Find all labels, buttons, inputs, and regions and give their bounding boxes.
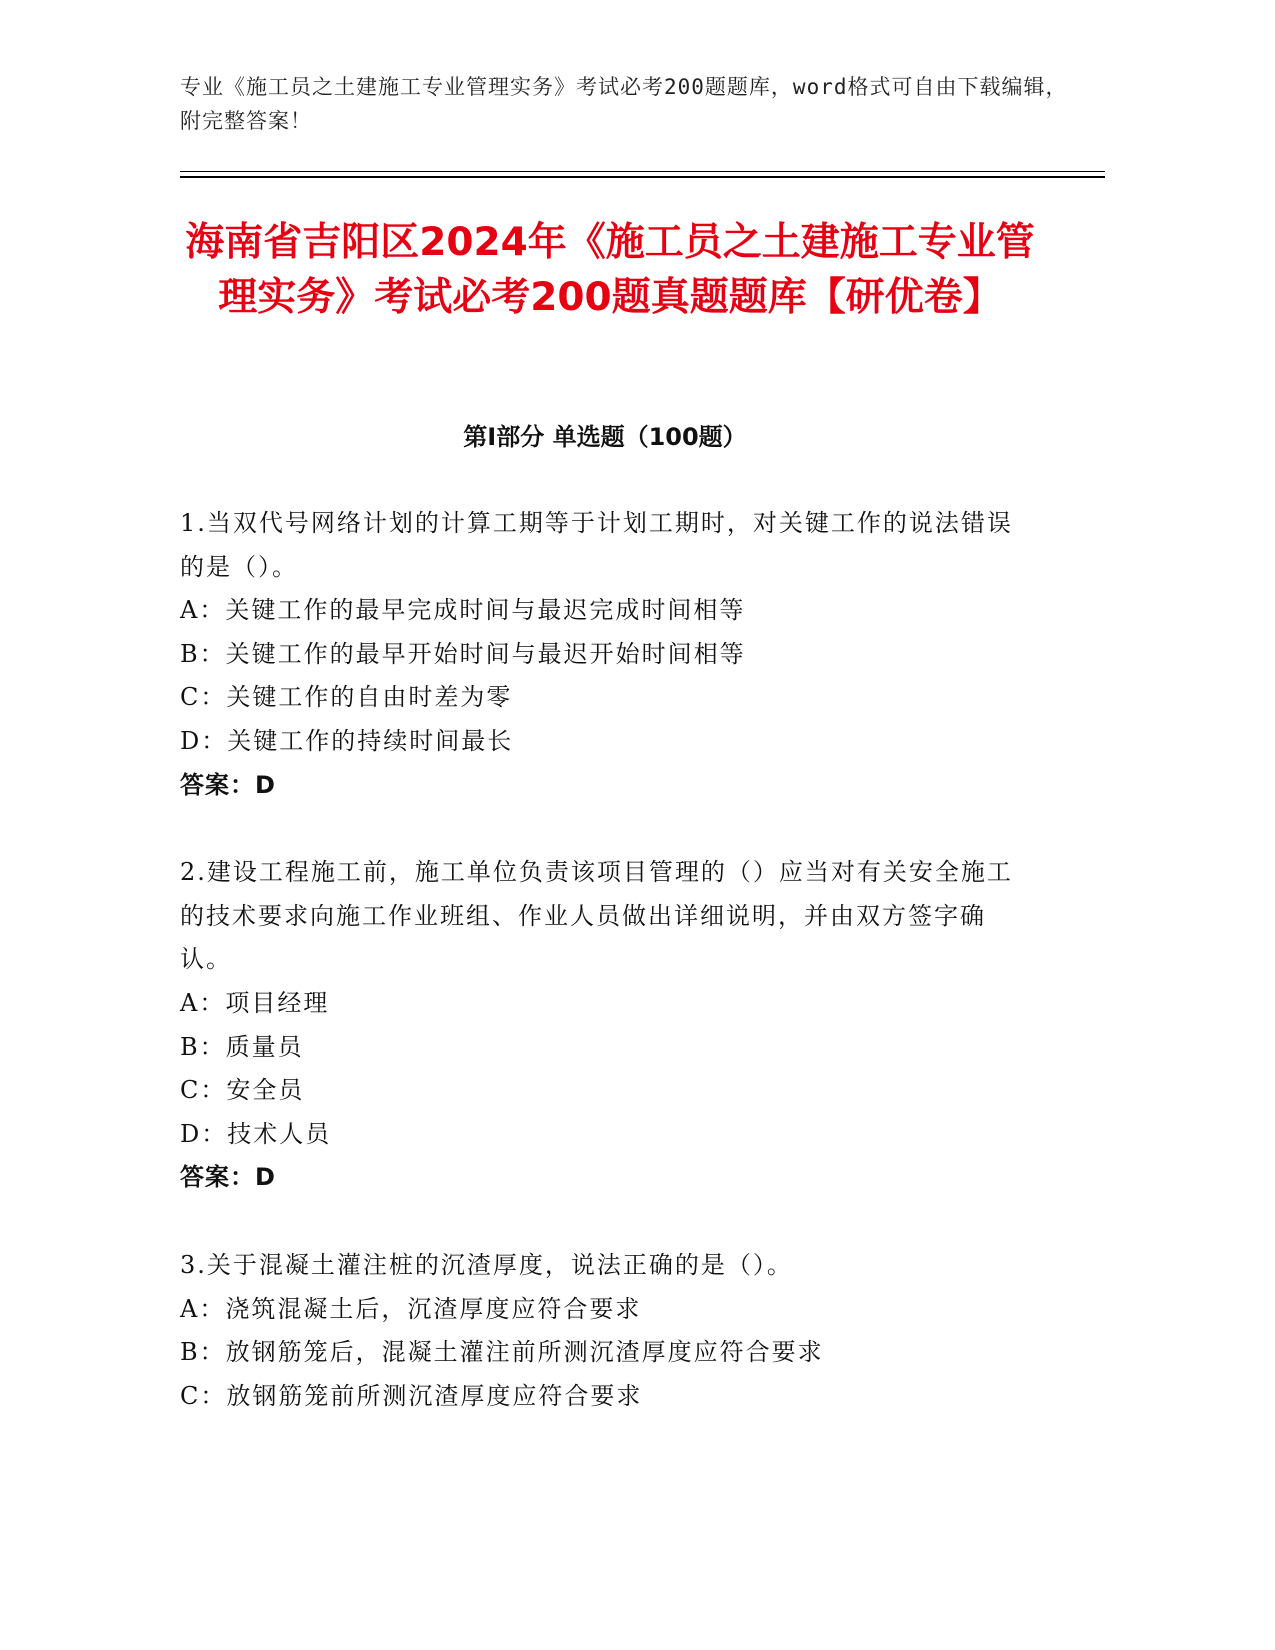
header-note: 专业《施工员之土建施工专业管理实务》考试必考200题题库，word格式可自由下载编辑，附完整答案！ [180, 75, 1068, 133]
section-heading: 第I部分 单选题（100题） [463, 423, 747, 451]
question-stem: 2.建设工程施工前，施工单位负责该项目管理的（）应当对有关安全施工的技术要求向施工作业班组、作业人员做出详细说明，并由双方签字确认。 [180, 858, 1013, 974]
question-stem: 3.关于混凝土灌注桩的沉渣厚度，说法正确的是（）。 [180, 1250, 793, 1279]
option-a: A：项目经理 [180, 988, 330, 1017]
header-divider-thick [180, 176, 1105, 178]
option-a: A：浇筑混凝土后，沉渣厚度应符合要求 [180, 1294, 642, 1323]
question-1 [180, 502, 1030, 807]
answer: 答案：D [180, 1163, 276, 1192]
answer: 答案：D [180, 770, 276, 799]
option-c: C：安全员 [180, 1076, 305, 1105]
option-c: C：关键工作的自由时差为零 [180, 683, 513, 712]
option-a: A：关键工作的最早完成时间与最迟完成时间相等 [180, 596, 746, 625]
option-c: C：放钢筋笼前所测沉渣厚度应符合要求 [180, 1381, 643, 1410]
question-2 [180, 851, 1030, 1200]
option-b: B：质量员 [180, 1032, 304, 1061]
option-b: B：关键工作的最早开始时间与最迟开始时间相等 [180, 639, 746, 668]
header-divider-thin [180, 171, 1105, 172]
question-list [180, 502, 1030, 1462]
document-title: 海南省吉阳区2024年《施工员之土建施工专业管理实务》考试必考200题真题题库【研优卷】 [185, 220, 1035, 320]
option-d: D：技术人员 [180, 1119, 332, 1148]
option-b: B：放钢筋笼后，混凝土灌注前所测沉渣厚度应符合要求 [180, 1338, 824, 1367]
question-3 [180, 1244, 1030, 1418]
question-stem: 1.当双代号网络计划的计算工期等于计划工期时，对关键工作的说法错误的是（）。 [180, 509, 1013, 581]
option-d: D：关键工作的持续时间最长 [180, 726, 514, 755]
